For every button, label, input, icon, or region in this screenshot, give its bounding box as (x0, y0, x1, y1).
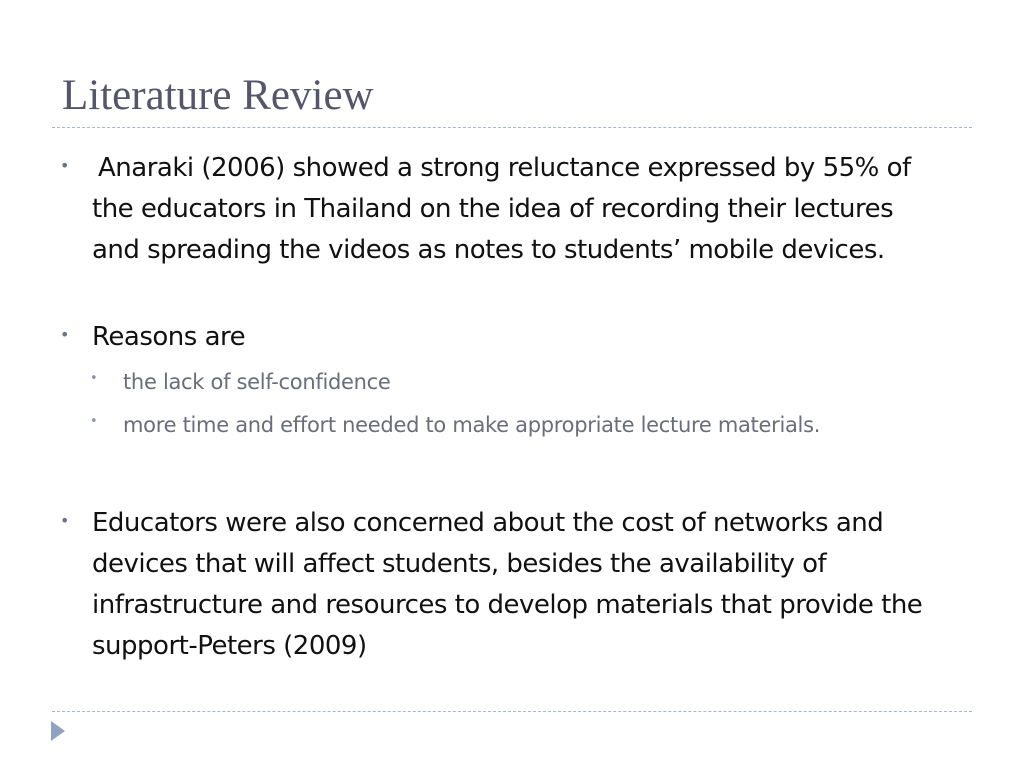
slide-title: Literature Review (62, 72, 374, 119)
bullet-item (60, 317, 960, 359)
sub-bullet-item (90, 410, 970, 440)
sub-bullet-text: more time and effort needed to make appropriate lecture materials. (123, 413, 821, 437)
sub-bullet-text: the lack of self-confidence (123, 370, 391, 394)
bullet-dot: • (60, 511, 70, 530)
bullet-dot: • (60, 156, 70, 175)
bullet-item (60, 503, 960, 673)
bullet-text: Anaraki (2006) showed a strong reluctance expressed by 55% of the educators in Thailand on the idea of recording their lectures and spreading the videos as notes to students’ mobile devices. (92, 153, 911, 265)
bullet-dot: • (90, 371, 98, 386)
footer-divider (52, 711, 972, 712)
bullet-text: Educators were also concerned about the cost of networks and devices that will affect students, besides the availability of infrastructure and resources to develop materials that provide the support-Peters (2009) (92, 508, 923, 661)
bullet-dot: • (90, 414, 98, 429)
bullet-item (60, 148, 960, 318)
bullet-dot: • (60, 325, 70, 344)
bullet-text: Reasons are (92, 322, 246, 352)
title-divider (52, 127, 972, 128)
sub-bullet-item (90, 367, 970, 397)
play-triangle-icon[interactable] (51, 721, 65, 741)
